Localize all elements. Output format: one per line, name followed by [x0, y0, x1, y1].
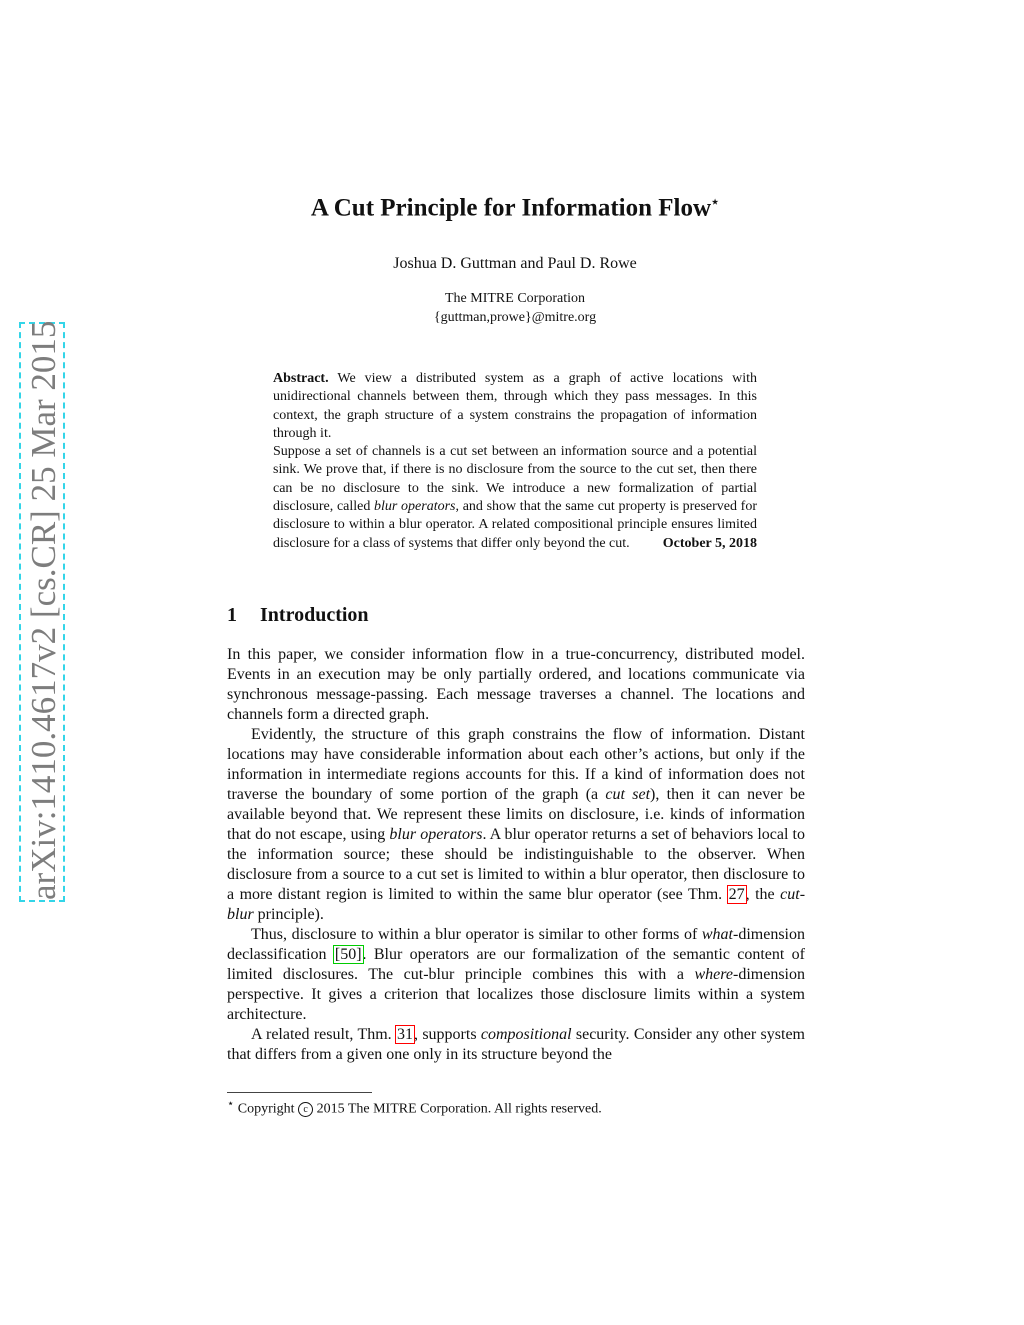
paragraph-3 — [227, 925, 805, 1025]
abstract-label: Abstract. — [273, 371, 329, 386]
title-footnote-mark: ⋆ — [711, 194, 720, 209]
paragraph-1: In this paper, we consider information flow in a true-concurrency, distributed model. Events in an execution may be only partially ordered, and locations communicate via synchronous message-passing. Each message traverses a channel. The locations and channels form a directed graph. — [227, 646, 805, 723]
author-email: {guttman,prowe}@mitre.org — [433, 310, 597, 325]
footnote-copyright-label: Copyright — [237, 1101, 295, 1117]
p2-text-a: Evidently, the structure of this graph constrains the flow of information. Distant locations may have considerable information about each other’s actions, but only if the information in intermediate regions accounts for this. If a kind of information does not traverse the boundary of some portion of the graph (a — [227, 726, 805, 803]
abstract-emphasis: blur operators — [374, 499, 456, 515]
theorem-27-link[interactable]: 27 — [728, 886, 745, 903]
p3-emphasis-what: what — [701, 926, 733, 943]
p3-emphasis-where: where — [694, 966, 733, 983]
p2-text-b: ), then it can never be available beyond that. We represent these limits on disclosure, i.e. kinds of information that do not escape, using — [227, 786, 806, 843]
p2-text-e: principle). — [253, 906, 324, 923]
p2-text-d: , the — [745, 886, 781, 903]
affiliation-block — [200, 289, 830, 327]
author-list: Joshua D. Guttman and Paul D. Rowe — [393, 255, 637, 272]
abstract-text-2a: Suppose a set of channels is a cut set between an information source and a potential sink. We prove that, if there is no disclosure from the source to the cut set, then there can be no disclosure to the sink. We introduce a new formalization of partial disclosure, called — [273, 444, 757, 515]
footnote-rule — [227, 1092, 372, 1093]
abstract-paragraph-1 — [273, 370, 757, 443]
arxiv-identifier: arXiv:1410.4617v2 [cs.CR] 25 Mar 2015 — [19, 322, 65, 902]
copyright-circle-icon: c — [298, 1102, 313, 1117]
footnote — [227, 1095, 805, 1119]
arxiv-stamp-container — [18, 322, 66, 902]
p2-emphasis-blur-operators: blur operators — [389, 826, 483, 843]
p3-text-c: . Blur operators are our formalization of the semantic content of limited disclosures. The cut-blur principle combines this with a — [227, 946, 806, 983]
affiliation: The MITRE Corporation — [445, 291, 585, 306]
paper-title — [200, 186, 830, 224]
p4-text-a: A related result, Thm. — [251, 1026, 396, 1043]
document-date: October 5, 2018 — [662, 535, 757, 551]
p2-emphasis-cut-set: cut set — [605, 786, 651, 803]
paragraph-4 — [227, 1025, 805, 1065]
p4-text-c: security. Consider any other system that differs from a given one only in its structure beyond the — [227, 1026, 805, 1063]
section-title: Introduction — [260, 604, 369, 626]
abstract-text-1: We view a distributed system as a graph of active locations with unidirectional channels between them, through which they pass messages. In this context, the graph structure of a system constrains the propagation of information through it. — [273, 371, 758, 441]
p2-emphasis-cut-blur: cut-blur — [227, 886, 806, 923]
p3-text-a: Thus, disclosure to within a blur operator is similar to other forms of — [251, 926, 702, 943]
section-number: 1 — [227, 604, 237, 626]
p3-text-b: -dimension declassification — [227, 926, 805, 963]
abstract-text-2b: , and show that the same cut property is preserved for disclosure to within a blur operator. A related compositional principle ensures limited disclosure for a class of systems that differ only beyond the cut. — [273, 499, 758, 551]
citation-50-link[interactable]: [50] — [334, 946, 362, 963]
theorem-31-link[interactable]: 31 — [396, 1026, 413, 1043]
abstract — [273, 370, 757, 553]
section-heading — [227, 602, 807, 628]
p4-text-b: , supports — [413, 1026, 481, 1043]
p2-text-c: . A blur operator returns a set of behaviors local to the information source; these should be indistinguishable to the observer. When disclosure from a source to a cut set is limited to within a blur operator, then disclosure to a more distant region is limited to within the same blur operator (see Thm. — [227, 826, 805, 903]
paragraph-2 — [227, 725, 805, 925]
body-text — [227, 645, 805, 1065]
abstract-paragraph-2 — [273, 443, 757, 553]
footnote-text: 2015 The MITRE Corporation. All rights reserved. — [316, 1101, 602, 1117]
p4-emphasis-compositional: compositional — [480, 1026, 572, 1043]
footnote-mark: ⋆ — [227, 1097, 235, 1110]
p3-text-d: -dimension perspective. It gives a criterion that localizes those disclosure limits within a system architecture. — [227, 966, 805, 1023]
title-text: A Cut Principle for Information Flow — [310, 194, 712, 222]
